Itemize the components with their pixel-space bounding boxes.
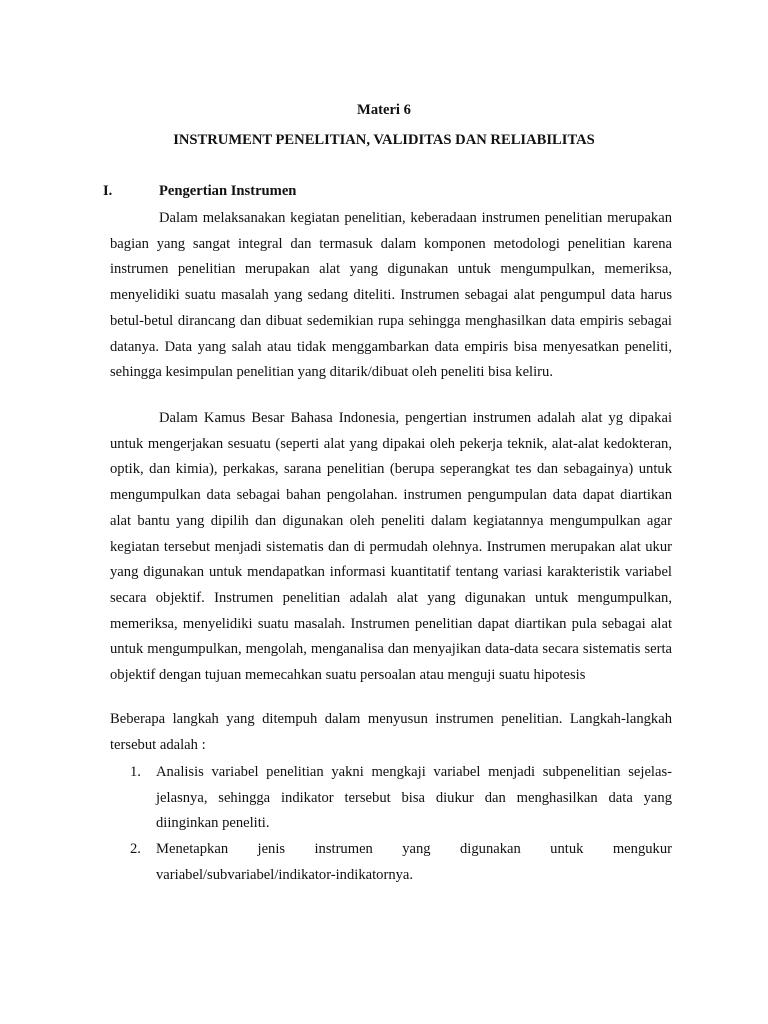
list-item-number: 1. <box>130 764 141 780</box>
section-number: I. <box>103 183 113 199</box>
list-item-text: Menetapkan jenis instrumen yang digunakan untuk mengukur variabel/subvariabel/indikator-indikatornya. <box>156 841 672 883</box>
list-item <box>110 837 672 888</box>
list-item-text: Analisis variabel penelitian yakni mengkaji variabel menjadi subpenelitian sejelas-jelasnya, sehingga indikator tersebut bisa diukur dan menghasilkan data yang diinginkan peneliti. <box>156 764 672 832</box>
section-heading: Pengertian Instrumen <box>159 183 297 199</box>
list-item-number: 2. <box>130 841 141 858</box>
paragraph-kbbi-definition: Dalam Kamus Besar Bahasa Indonesia, pengertian instrumen adalah alat yg dipakai untuk mengerjakan sesuatu (seperti alat yang dipakai oleh pekerja teknik, alat-alat kedokteran, optik, dan kimia), perkakas, sarana penelitian (berupa seperangkat tes dan sebagainya) untuk mengumpulkan data sebagai bahan pengolahan. instrumen pengumpulan data dapat diartikan alat bantu yang dipilih dan digunakan oleh peneliti dalam kegiatannya mengumpulkan agar kegiatan tersebut menjadi sistematis dan di permudah olehnya. Instrumen merupakan alat ukur yang digunakan untuk mendapatkan informasi kuantitatif tentang variasi karakteristik variabel secara objektif. Instrumen penelitian adalah alat yang digunakan untuk mengumpulkan, memeriksa, menyelidiki suatu masalah. Instrumen penelitian dapat diartikan pula sebagai alat untuk mengumpulkan, mengolah, menganalisa dan menyajikan data-data secara sistematis serta objektif dengan tujuan memecahkan suatu persoalan atau menguji suatu hipotesis <box>110 410 672 684</box>
paragraph-steps-intro: Beberapa langkah yang ditempuh dalam menyusun instrumen penelitian. Langkah-langkah tersebut adalah : <box>110 711 672 753</box>
list-item <box>110 760 672 837</box>
paragraph-introduction: Dalam melaksanakan kegiatan penelitian, keberadaan instrumen penelitian merupakan bagian yang sangat integral dan termasuk dalam komponen metodologi penelitian karena instrumen penelitian merupakan alat yang digunakan untuk mengumpulkan, memeriksa, menyelidiki suatu masalah yang sedang diteliti. Instrumen sebagai alat pengumpul data harus betul-betul dirancang dan dibuat sedemikian rupa sehingga menghasilkan data empiris sebagai datanya. Data yang salah atau tidak menggambarkan data empiris bisa menyesatkan peneliti, sehingga kesimpulan penelitian yang ditarik/dibuat oleh peneliti bisa keliru. <box>110 210 672 381</box>
document-title: Materi 6 <box>357 102 411 118</box>
steps-list <box>110 760 672 889</box>
document-subtitle: INSTRUMENT PENELITIAN, VALIDITAS DAN RELIABILITAS <box>173 132 595 148</box>
